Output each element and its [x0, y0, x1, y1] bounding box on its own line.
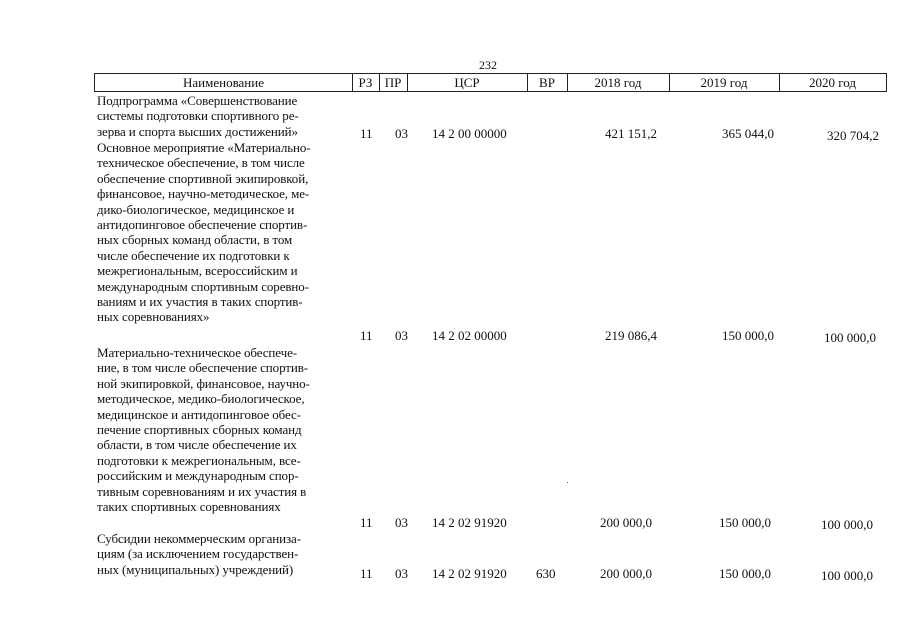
- row-pr: 03: [395, 515, 408, 530]
- header-2020: 2020 год: [809, 75, 856, 90]
- row-csr: 14 2 00 00000: [432, 126, 507, 141]
- header-rz: РЗ: [358, 75, 373, 90]
- row-2018: 200 000,0: [600, 515, 652, 530]
- header-csr: ЦСР: [454, 75, 480, 90]
- row-rz: 11: [360, 126, 373, 141]
- row-2018: 200 000,0: [600, 566, 652, 581]
- row-pr: 03: [395, 566, 408, 581]
- row-2020: 100 000,0: [821, 517, 873, 532]
- row-rz: 11: [360, 515, 373, 530]
- row-2020: 100 000,0: [821, 568, 873, 583]
- row-2018: 219 086,4: [605, 328, 657, 343]
- scan-speck: [567, 482, 568, 483]
- row-pr: 03: [395, 328, 408, 343]
- row-name: Материально-техническое обеспече- ние, в том числе обеспечение спортив- ной экипировкой, финансовое, научно- методическое, медико-биологическое, медицинское и антидопинговое обес- печение спортивных сборных команд области, в том числе обеспечение их подготовки к межрегиональным, все- российским и международным спор- тивным соревнованиям и их участия в таких спортивных соревнованиях: [97, 345, 310, 515]
- row-csr: 14 2 02 91920: [432, 566, 507, 581]
- row-vr: 630: [536, 566, 556, 581]
- table-header: [94, 73, 887, 92]
- row-rz: 11: [360, 328, 373, 343]
- row-2020: 100 000,0: [824, 330, 876, 345]
- header-2018: 2018 год: [594, 75, 642, 90]
- header-pr: ПР: [384, 75, 402, 90]
- row-2019: 150 000,0: [722, 328, 774, 343]
- row-pr: 03: [395, 126, 408, 141]
- row-2020: 320 704,2: [827, 128, 879, 143]
- row-name: Подпрограмма «Совершенствование системы подготовки спортивного ре- зерва и спорта высших достижений»: [97, 93, 299, 139]
- row-2018: 421 151,2: [605, 126, 657, 141]
- header-name: Наименование: [183, 75, 264, 90]
- row-name: Субсидии некоммерческим организа- циям (за исключением государствен- ных (муниципальных) учреждений): [97, 531, 301, 577]
- row-csr: 14 2 02 00000: [432, 328, 507, 343]
- header-2019: 2019 год: [700, 75, 748, 90]
- row-2019: 150 000,0: [719, 566, 771, 581]
- row-2019: 365 044,0: [722, 126, 774, 141]
- page-number: 232: [479, 58, 497, 72]
- row-rz: 11: [360, 566, 373, 581]
- header-vr: ВР: [539, 75, 555, 90]
- row-2019: 150 000,0: [719, 515, 771, 530]
- row-csr: 14 2 02 91920: [432, 515, 507, 530]
- row-name: Основное мероприятие «Материально- техническое обеспечение, в том числе обеспечение спортивной экипировкой, финансовое, научно-методическое, ме- дико-биологическое, медицинское и антидопинговое обеспечение спортив- ных сборных команд области, в том числе обеспечение их подготовки к межрегиональным, всероссийским и международным спортивным соревно- ваниям и их участия в таких спортив- ных соревнованиях»: [97, 140, 311, 325]
